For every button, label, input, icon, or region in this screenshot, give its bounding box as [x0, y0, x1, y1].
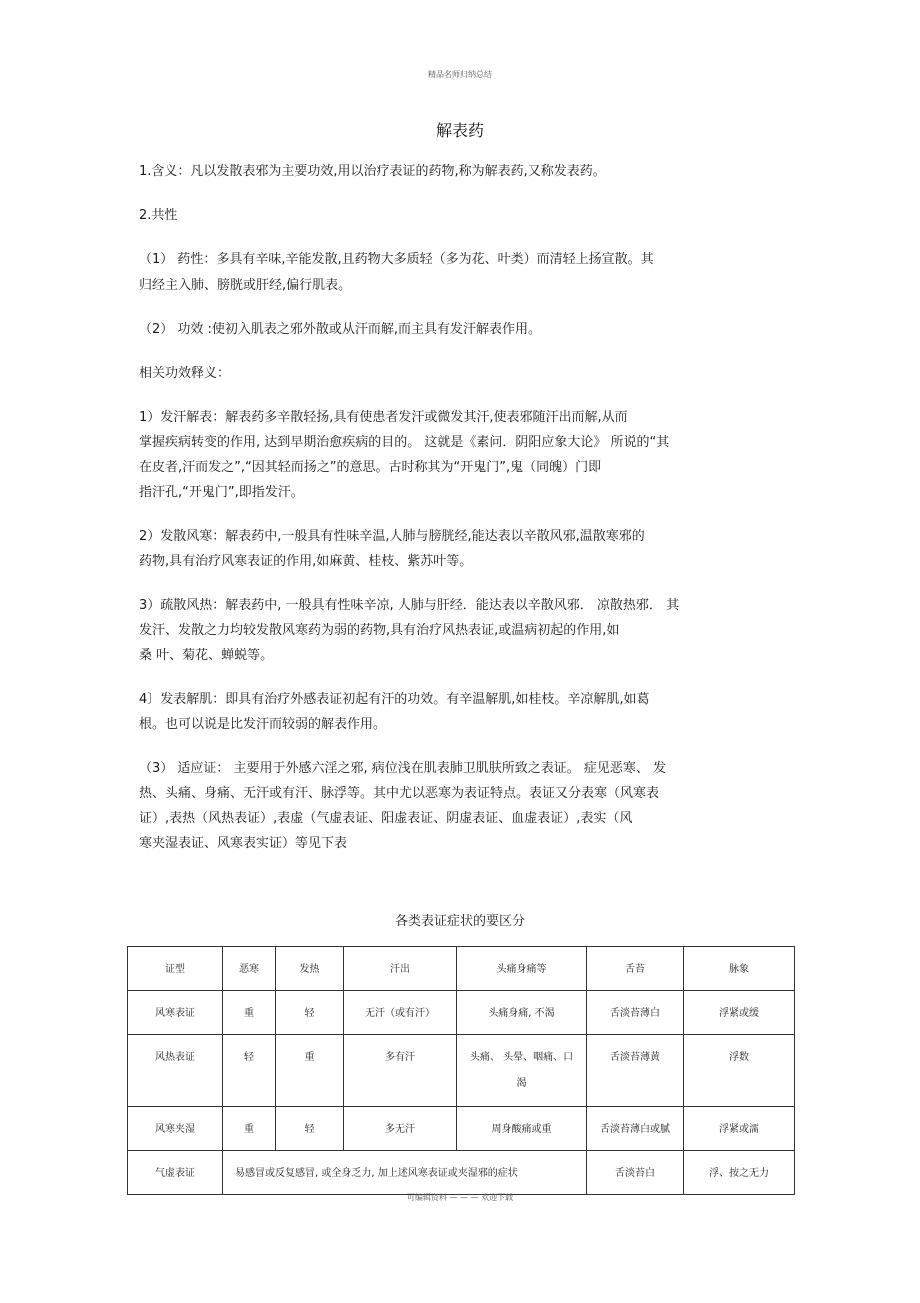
text-line: （3） 适应证： 主要用于外感六淫之邪, 病位浅在肌表肺卫肌肤所致之表证。 症见恶寒、 发	[139, 761, 667, 776]
text-line: 4〕发表解肌：即具有治疗外感表证初起有汗的功效。有辛温解肌,如桂枝。辛凉解肌,如葛	[139, 692, 650, 707]
table-cell: 浮紧或缓	[684, 991, 795, 1035]
paragraph-definition: 1.含义：凡以发散表邪为主要功效,用以治疗表证的药物,称为解表药,又称发表药。	[139, 164, 606, 179]
text-line: 指汗孔,“开鬼门”,即指发汗。	[139, 485, 304, 500]
table-row	[128, 991, 795, 1035]
table-cell: 浮、按之无力	[684, 1151, 795, 1195]
header-cell: 恶寒	[223, 947, 276, 991]
table-cell: 舌淡苔薄黄	[587, 1035, 684, 1107]
text-line: 根。也可以说是比发汗而较弱的解表作用。	[139, 717, 387, 732]
table-cell: 浮紧或濡	[684, 1107, 795, 1151]
table-row	[128, 1151, 795, 1195]
paragraph-nature	[139, 250, 789, 296]
table-cell: 舌淡苔白	[587, 1151, 684, 1195]
cell-line: 渴	[516, 1078, 527, 1089]
header-cell: 脉象	[684, 947, 795, 991]
text-line: 在皮者,汗而发之”,“因其轻而扬之”的意思。古时称其为“开鬼门”,鬼（同魄）门即	[139, 460, 602, 475]
table-cell: 风寒表证	[128, 991, 223, 1035]
table-row	[128, 1107, 795, 1151]
cell-line: 头痛、 头晕、咽痛、口	[469, 1052, 574, 1063]
paragraph-efficacy: （2） 功效 :使初入肌表之邪外散或从汗而解,而主具有发汗解表作用。	[139, 322, 542, 337]
table-cell	[457, 1035, 587, 1107]
text-line: 2）发散风寒：解表药中,一般具有性味辛温,人肺与膀胱经,能达表以辛散风邪,温散寒邪的	[139, 529, 645, 544]
table-cell: 风寒夹湿	[128, 1107, 223, 1151]
table-cell: 重	[223, 991, 276, 1035]
table-cell-merged: 易感冒或反复感冒, 或全身乏力, 加上述风寒表证或夹湿邪的症状	[223, 1151, 587, 1195]
text-line: 桑 叶、菊花、蝉蜕等。	[139, 648, 274, 663]
paragraph-indications	[139, 759, 789, 854]
header-cell: 头痛身痛等	[457, 947, 587, 991]
table-cell: 周身酸痛或重	[457, 1107, 587, 1151]
header-cell: 证型	[128, 947, 223, 991]
footer-note: 可编辑资料 — — — 欢迎下载	[406, 1193, 514, 1202]
table-cell: 轻	[276, 1107, 344, 1151]
table-cell: 舌淡苔薄白或腻	[587, 1107, 684, 1151]
paragraph-commonality-heading: 2.共性	[139, 208, 178, 223]
table-header-row	[128, 947, 795, 991]
table-cell: 无汗（或有汗）	[344, 991, 457, 1035]
text-line: 药物,具有治疗风寒表证的作用,如麻黄、桂枝、紫苏叶等。	[139, 554, 473, 569]
table-row	[128, 1035, 795, 1107]
header-note: 精品名师归纳总结	[428, 70, 492, 79]
text-line: 证）,表热（风热表证）,表虚（气虚表证、阳虚表证、阴虚表证、血虚表证）,表实（风	[139, 811, 633, 826]
paragraph-release-muscle	[139, 690, 789, 735]
table-cell: 舌淡苔薄白	[587, 991, 684, 1035]
table-cell: 气虚表证	[128, 1151, 223, 1195]
table-cell: 风热表证	[128, 1035, 223, 1107]
paragraph-wind-heat	[139, 596, 789, 666]
table-cell: 轻	[223, 1035, 276, 1107]
table-cell: 重	[223, 1107, 276, 1151]
header-cell: 汗出	[344, 947, 457, 991]
page-title: 解表药	[435, 121, 484, 140]
text-line: 1）发汗解表：解表药多辛散轻扬,具有使患者发汗或微发其汗,使表邪随汗出而解,从而	[139, 410, 628, 425]
text-line: 3）疏散风热：解表药中, 一般具有性味辛凉, 人肺与肝经．能达表以辛散风邪． 凉散热邪． 其	[139, 598, 680, 613]
paragraph-wind-cold	[139, 527, 789, 572]
text-line: 掌握疾病转变的作用, 达到早期治愈疾病的目的。 这就是《素问．阴阳应象大论》 所说的“其	[139, 435, 670, 450]
table-cell: 浮数	[684, 1035, 795, 1107]
table-cell: 多无汗	[344, 1107, 457, 1151]
header-cell: 发热	[276, 947, 344, 991]
paragraph-related-heading: 相关功效释义：	[139, 366, 231, 381]
table-cell: 多有汗	[344, 1035, 457, 1107]
text-line: 发汗、发散之力均较发散风寒药为弱的药物,具有治疗风热表证,或温病初起的作用,如	[139, 623, 620, 638]
table-cell: 轻	[276, 991, 344, 1035]
text-line: 热、头痛、身痛、无汗或有汗、脉浮等。其中尤以恶寒为表证特点。表证又分表寒（风寒表	[139, 786, 660, 801]
header-cell: 舌苔	[587, 947, 684, 991]
document-body	[139, 162, 789, 854]
table-cell: 重	[276, 1035, 344, 1107]
table-cell: 头痛身痛, 不渴	[457, 991, 587, 1035]
table-title: 各类表证症状的要区分	[394, 914, 525, 929]
symptom-table	[127, 946, 795, 1195]
text-line: （1） 药性：多具有辛味,辛能发散,且药物大多质轻（多为花、叶类）而清轻上扬宣散。其	[139, 252, 654, 267]
text-line: 归经主入肺、膀胱或肝经,偏行肌表。	[139, 278, 352, 293]
paragraph-sweating	[139, 408, 789, 503]
text-line: 寒夹湿表证、风寒表实证）等见下表	[139, 836, 348, 851]
